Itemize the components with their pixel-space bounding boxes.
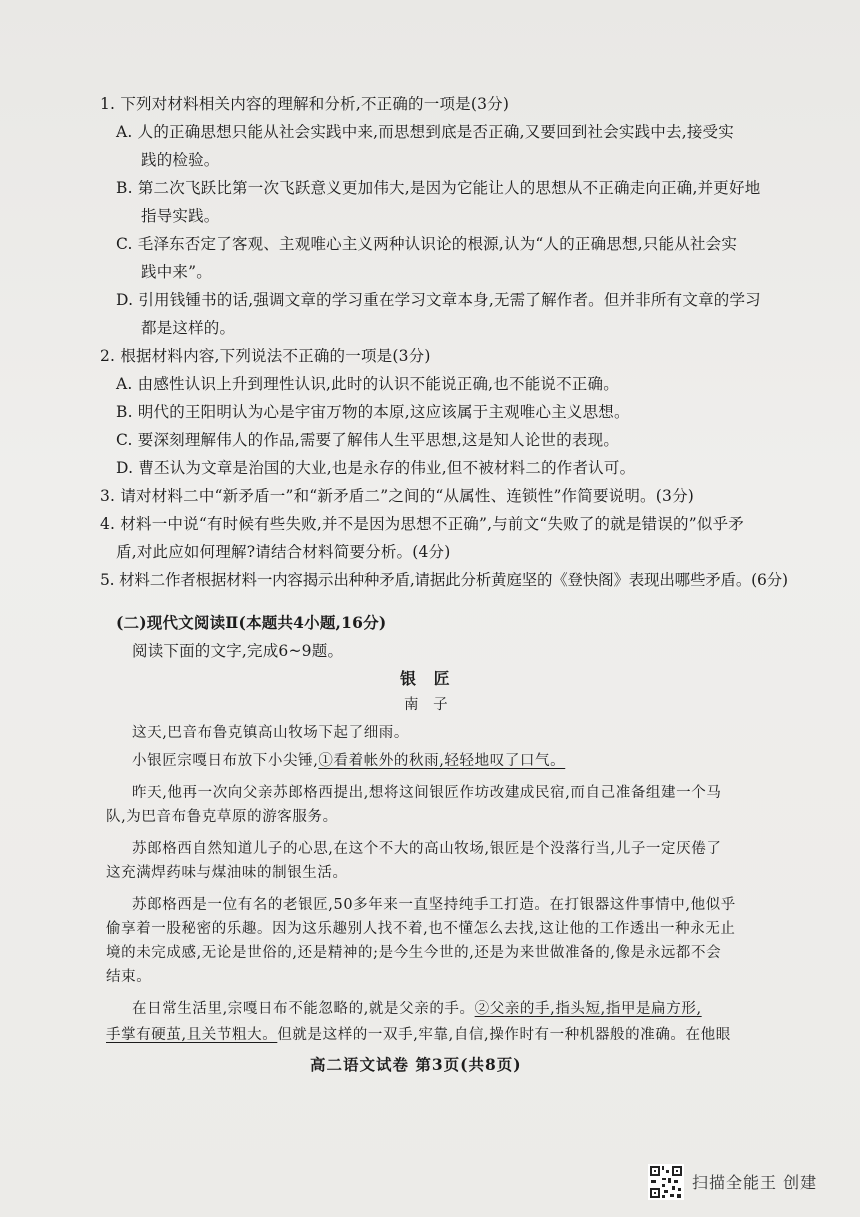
story-paragraph-5-line4: 结束。: [106, 969, 152, 985]
q1-option-b-line1: B. 第二次飞跃比第一次飞跃意义更加伟大,是因为它能让人的思想从不正确走向正确,并更好地: [116, 179, 761, 197]
q1-stem: 1. 下列对材料相关内容的理解和分析,不正确的一项是(3分): [100, 95, 510, 113]
story-paragraph-2-text: 小银匠宗嘎日布放下小尖锤,: [132, 753, 319, 769]
story-author: 南 子: [404, 697, 453, 713]
story-title: 银 匠: [400, 669, 456, 688]
story-paragraph-1: 这天,巴音布鲁克镇高山牧场下起了细雨。: [132, 725, 410, 741]
page-footer: 高二语文试卷 第3页(共8页): [310, 1055, 522, 1074]
q1-option-c-line1: C. 毛泽东否定了客观、主观唯心主义两种认识论的根源,认为“人的正确思想,只能从社会实: [116, 235, 738, 253]
section-heading: (二)现代文阅读Ⅱ(本题共4小题,16分): [116, 613, 387, 632]
q4-text-line1: 4. 材料一中说“有时候有些失败,并不是因为思想不正确”,与前文“失败了的就是错误的”似乎矛: [100, 515, 744, 533]
underlined-sentence-1: ①看着帐外的秋雨,轻轻地叹了口气。: [318, 753, 566, 769]
q2-option-a: A. 由感性认识上升到理性认识,此时的认识不能说正确,也不能说不正确。: [116, 375, 619, 393]
q2-stem: 2. 根据材料内容,下列说法不正确的一项是(3分): [100, 347, 431, 365]
story-paragraph-5-line1: 苏郎格西是一位有名的老银匠,50多年来一直坚持纯手工打造。在打银器这件事情中,他似乎: [132, 897, 736, 913]
q1-option-b-line2: 指导实践。: [141, 207, 220, 225]
story-paragraph-2: [132, 750, 565, 772]
story-paragraph-6-line2: [106, 1024, 731, 1046]
qr-code-icon: [648, 1164, 684, 1200]
story-paragraph-6-text: 在日常生活里,宗嘎日布不能忽略的,就是父亲的手。: [132, 1001, 475, 1017]
story-paragraph-4-line1: 苏郎格西自然知道儿子的心思,在这个不大的高山牧场,银匠是个没落行当,儿子一定厌倦了: [132, 841, 722, 857]
q1-option-a-line1: A. 人的正确思想只能从社会实践中来,而思想到底是否正确,又要回到社会实践中去,接受实: [116, 123, 734, 141]
q1-option-a-line2: 践的检验。: [141, 151, 220, 169]
underlined-sentence-2b: 手掌有硬茧,且关节粗大。: [106, 1027, 278, 1043]
q4-text-line2: 盾,对此应如何理解?请结合材料简要分析。(4分): [116, 543, 451, 561]
story-paragraph-4-line2: 这充满焊药味与煤油味的制银生活。: [106, 865, 348, 881]
section-instruction: 阅读下面的文字,完成6~9题。: [132, 642, 344, 660]
q3-text: 3. 请对材料二中“新矛盾一”和“新矛盾二”之间的“从属性、连锁性”作简要说明。(3分): [100, 487, 695, 505]
story-paragraph-5-line2: 偷享着一股秘密的乐趣。因为这乐趣别人找不着,也不懂怎么去找,这让他的工作透出一种永无止: [106, 921, 736, 937]
underlined-sentence-2a: ②父亲的手,指头短,指甲是扁方形,: [474, 1001, 702, 1017]
q1-option-d-line1: D. 引用钱锺书的话,强调文章的学习重在学习文章本身,无需了解作者。但并非所有文章的学习: [116, 291, 761, 309]
story-paragraph-6-line1: [132, 998, 702, 1020]
q2-option-d: D. 曹丕认为文章是治国的大业,也是永存的伟业,但不被材料二的作者认可。: [116, 459, 636, 477]
story-paragraph-3-line1: 昨天,他再一次向父亲苏郎格西提出,想将这间银匠作坊改建成民宿,而自己准备组建一个马: [132, 785, 722, 801]
q2-option-c: C. 要深刻理解伟人的作品,需要了解伟人生平思想,这是知人论世的表现。: [116, 431, 620, 449]
q2-option-b: B. 明代的王阳明认为心是宇宙万物的本原,这应该属于主观唯心主义思想。: [116, 403, 630, 421]
story-paragraph-5-line3: 境的未完成感,无论是世俗的,还是精神的;是今生今世的,还是为来世做准备的,像是永远都不会: [106, 945, 722, 961]
q1-option-c-line2: 践中来”。: [141, 263, 212, 281]
q5-text: 5. 材料二作者根据材料一内容揭示出种种矛盾,请据此分析黄庭坚的《登快阁》表现出哪些矛盾。(6分): [100, 571, 788, 589]
story-paragraph-3-line2: 队,为巴音布鲁克草原的游客服务。: [106, 809, 338, 825]
scanner-watermark: 扫描全能王 创建: [692, 1173, 818, 1192]
q1-option-d-line2: 都是这样的。: [141, 319, 236, 337]
story-paragraph-6-continuation: 但就是这样的一双手,牢靠,自信,操作时有一种机器般的准确。在他眼: [277, 1027, 731, 1043]
